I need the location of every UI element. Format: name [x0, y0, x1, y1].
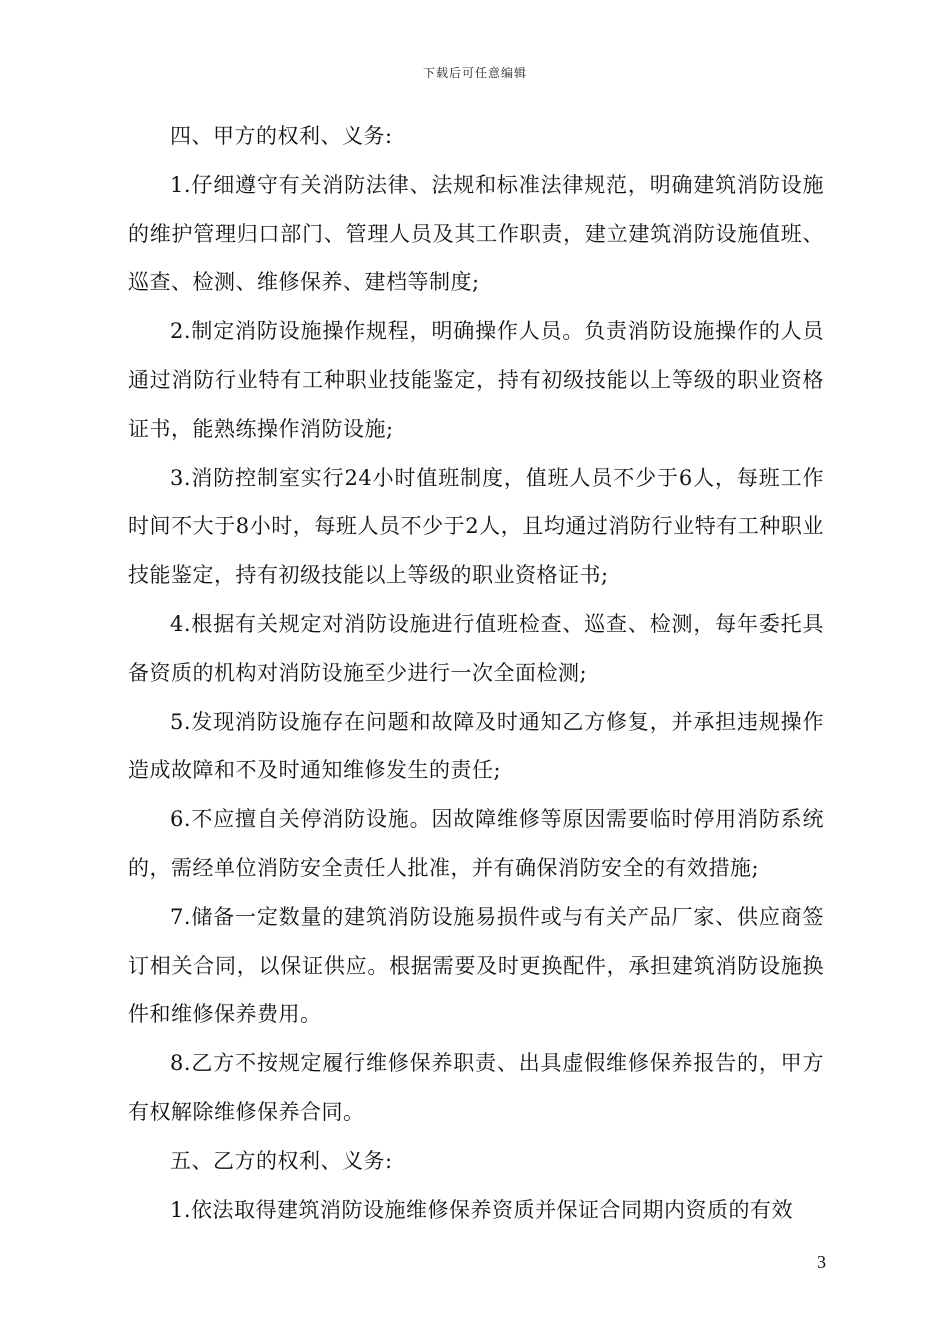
paragraph-a5: 5.发现消防设施存在问题和故障及时通知乙方修复，并承担违规操作造成故障和不及时通知维修发生的责任; [128, 709, 824, 783]
paragraph-a7: 7.储备一定数量的建筑消防设施易损件或与有关产品厂家、供应商签订相关合同，以保证供应。根据需要及时更换配件，承担建筑消防设施换件和维修保养费用。 [128, 904, 824, 1027]
paragraph-a4: 4.根据有关规定对消防设施进行值班检查、巡查、检测，每年委托具备资质的机构对消防设施至少进行一次全面检测; [128, 611, 824, 685]
section-heading-party-a: 四、甲方的权利、义务: [170, 124, 393, 148]
page-number: 3 [817, 1252, 826, 1272]
section-heading-party-b: 五、乙方的权利、义务: [170, 1148, 393, 1173]
paragraph-a3: 3.消防控制室实行24小时值班制度，值班人员不少于6人，每班工作时间不大于8小时，每班人员不少于2人，且均通过消防行业特有工种职业技能鉴定，持有初级技能以上等级的职业资格证书; [128, 465, 824, 588]
paragraph-a2: 2.制定消防设施操作规程，明确操作人员。负责消防设施操作的人员通过消防行业特有工种职业技能鉴定，持有初级技能以上等级的职业资格证书，能熟练操作消防设施; [128, 319, 824, 441]
paragraph-a8: 8.乙方不按规定履行维修保养职责、出具虚假维修保养报告的，甲方有权解除维修保养合同。 [128, 1051, 824, 1124]
page-header-note: 下载后可任意编辑 [422, 66, 527, 80]
paragraph-a1: 1.仔细遵守有关消防法律、法规和标准法律规范，明确建筑消防设施的维护管理归口部门、管理人员及其工作职责，建立建筑消防设施值班、巡查、检测、维修保养、建档等制度; [128, 172, 824, 295]
document-body [128, 112, 824, 1234]
paragraph-b1: 1.依法取得建筑消防设施维修保养资质并保证合同期内资质的有效 [170, 1197, 794, 1222]
paragraph-a6: 6.不应擅自关停消防设施。因故障维修等原因需要临时停用消防系统的，需经单位消防安全责任人批准，并有确保消防安全的有效措施; [128, 807, 824, 880]
